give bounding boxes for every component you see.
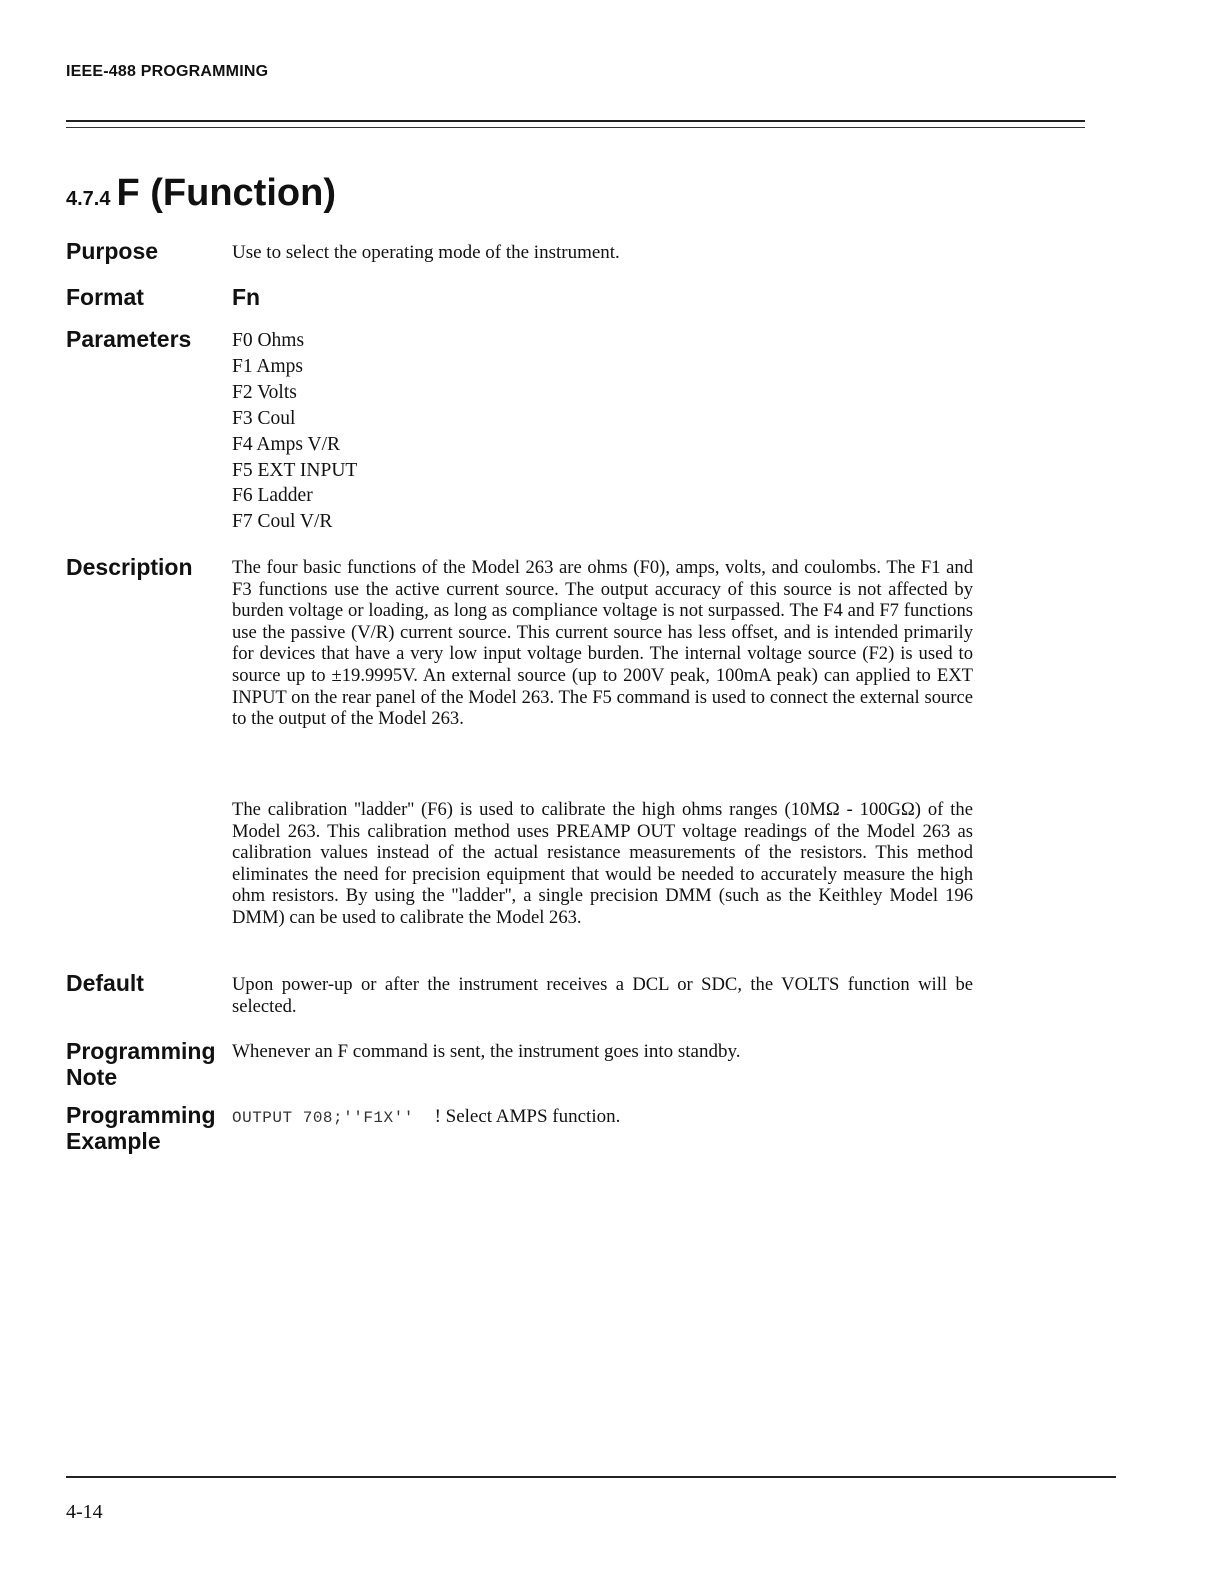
section-title-text: F (Function) bbox=[116, 172, 336, 214]
programming-example-comment: ! Select AMPS function. bbox=[434, 1106, 621, 1127]
programming-example-label-line-2: Example bbox=[66, 1128, 161, 1154]
header-rule-thick bbox=[66, 120, 1085, 122]
section-title bbox=[66, 170, 336, 222]
parameter-item: F6 Ladder bbox=[232, 485, 313, 507]
parameter-item: F1 Amps bbox=[232, 355, 303, 377]
description-paragraph-2: The calibration ''ladder'' (F6) is used to calibrate the high ohms ranges (10MΩ - 100GΩ) of the Model 263. This calibration method uses PREAMP OUT voltage readings of the Model 263 as calibration values instead of the actual resistance measurements of the resistors. This method eliminates the need for precision equipment that would be needed to accurately measure the high ohm resistors. By using the ''ladder'', a single precision DMM (such as the Keithley Model 196 DMM) can be used to calibrate the Model 263. bbox=[232, 799, 973, 928]
programming-note-label-line-1: Programming bbox=[66, 1038, 216, 1064]
page-number: 4-14 bbox=[66, 1501, 103, 1523]
parameter-item: F3 Coul bbox=[232, 407, 296, 429]
format-value: Fn bbox=[232, 284, 261, 310]
default-text: Upon power-up or after the instrument receives a DCL or SDC, the VOLTS function will be selected. bbox=[232, 974, 973, 1017]
purpose-text: Use to select the operating mode of the instrument. bbox=[232, 242, 620, 263]
parameter-item: F0 Ohms bbox=[232, 330, 305, 351]
programming-note-text: Whenever an F command is sent, the instrument goes into standby. bbox=[232, 1041, 741, 1062]
parameter-item: F5 EXT INPUT bbox=[232, 459, 358, 481]
programming-example-line bbox=[232, 1104, 620, 1131]
purpose-label: Purpose bbox=[66, 238, 159, 264]
programming-example-label-line-1: Programming bbox=[66, 1102, 216, 1128]
section-number: 4.7.4 bbox=[66, 188, 111, 210]
programming-example-code: OUTPUT 708;''F1X'' bbox=[232, 1109, 414, 1127]
description-paragraph-1: The four basic functions of the Model 263 are ohms (F0), amps, volts, and coulombs. The F1 and F3 functions use the active current source. The output accuracy of this source is not affected by burden voltage or loading, as long as compliance voltage is not surpassed. The F4 and F7 functions use the passive (V/R) current source. This current source has less offset, and is intended primarily for devices that have a very low input voltage burden. The internal voltage source (F2) is used to source up to ±19.9995V. An external source (up to 200V peak, 100mA peak) can applied to EXT INPUT on the rear panel of the Model 263. The F5 command is used to connect the external source to the output of the Model 263. bbox=[232, 557, 973, 730]
parameters-list bbox=[232, 328, 357, 535]
programming-example-label bbox=[66, 1102, 216, 1154]
header-rule-thin bbox=[66, 127, 1085, 128]
parameter-item: F2 Volts bbox=[232, 381, 297, 403]
running-header: IEEE-488 PROGRAMMING bbox=[66, 63, 269, 80]
format-label: Format bbox=[66, 284, 144, 310]
description-label: Description bbox=[66, 554, 193, 580]
parameters-label: Parameters bbox=[66, 326, 192, 352]
programming-note-label-line-2: Note bbox=[66, 1064, 118, 1090]
programming-note-label bbox=[66, 1038, 216, 1090]
footer-rule bbox=[66, 1476, 1116, 1478]
default-label: Default bbox=[66, 970, 144, 996]
parameter-item: F4 Amps V/R bbox=[232, 433, 341, 455]
parameter-item: F7 Coul V/R bbox=[232, 511, 333, 533]
